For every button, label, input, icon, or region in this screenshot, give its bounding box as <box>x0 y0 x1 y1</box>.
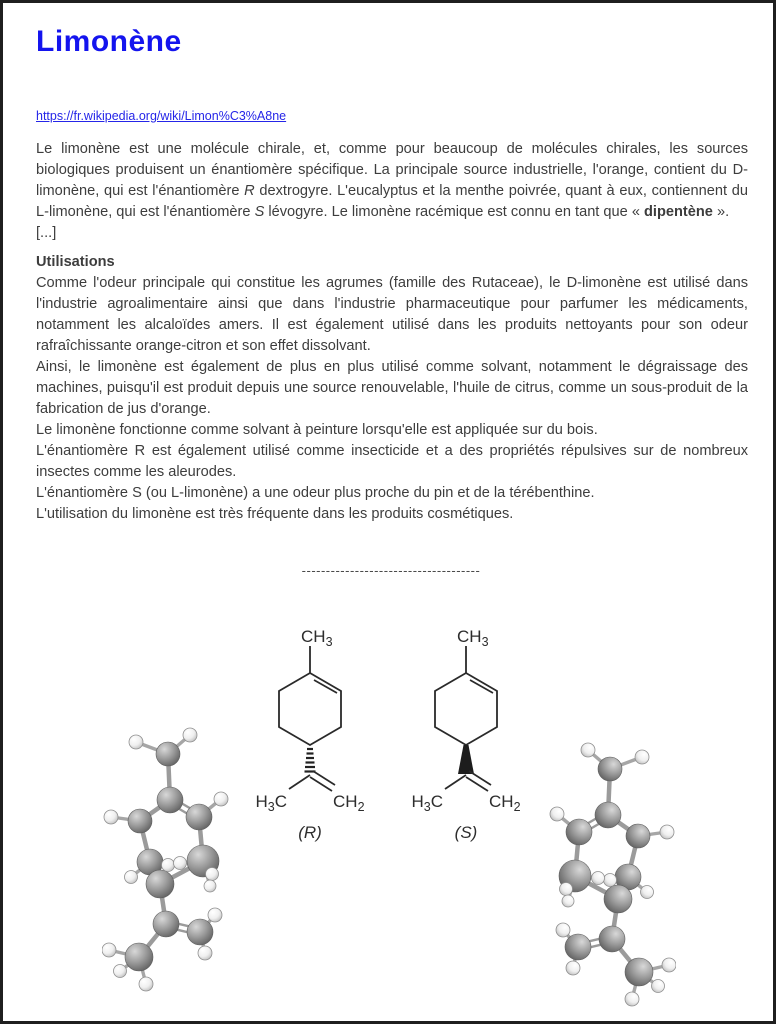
dashed-separator: ------------------------------------- <box>301 563 481 578</box>
intro-text: lévogyre. Le limonène racémique est connu en tant que « <box>264 204 644 220</box>
paragraph-uses-1: Comme l'odeur principale qui constitue les agrumes (famille des Rutaceae), le D-limonène est utilisé dans l'industrie agroalimentaire ainsi que dans l'industrie pharmaceutique pour parfumer les médicaments, notamment les alcaloïdes amers. Il est également utilisé dans les produits nettoyants pour son odeur rafraîchissante orange-citron et son effet dissolvant. <box>36 275 748 354</box>
enantiomer-s-italic: S <box>254 204 265 220</box>
wikipedia-link[interactable]: https://fr.wikipedia.org/wiki/Limon%C3%A8ne <box>36 109 287 123</box>
paragraph-uses-4: L'énantiomère R est également utilisé comme insecticide et a des propriétés répulsives sur de nombreux insectes comme les aleurodes. <box>36 443 748 480</box>
ball-stick-model-R <box>102 726 252 1011</box>
skeletal-structure-S <box>399 616 539 854</box>
ball-stick-model-S <box>526 741 676 1024</box>
paragraph-uses-6: L'utilisation du limonène est très fréquente dans les produits cosmétiques. <box>36 506 514 522</box>
page-title: Limonène <box>36 25 182 58</box>
enantiomer-r-italic: R <box>244 183 255 199</box>
wedge-bond <box>458 745 474 774</box>
atom-label-ch3: $CH_3$ <box>457 627 489 649</box>
paragraph-uses-5: L'énantiomère S (ou L-limonène) a une odeur plus proche du pin et de la térébenthine. <box>36 485 595 501</box>
intro-text: Le limonène est une molécule chirale, et, comme pour beaucoup de molécules chirales, les sources biologiques produisent un énantiomère spécifique. La principale source industrielle, l'orange, contient du D-limonène, qui est l'énantiomère <box>36 141 748 199</box>
atom-label-ch2: $CH_2$ <box>333 792 365 814</box>
paragraph-uses-3: Le limonène fonctionne comme solvant à peinture lorsqu'elle est appliquée sur du bois. <box>36 422 598 438</box>
atom-label-h3c: $H_3C$ <box>411 792 443 814</box>
paragraph-uses-2: Ainsi, le limonène est également de plus en plus utilisé comme solvant, notamment le dégraissage des machines, puisqu'il est produit depuis une source renouvelable, l'huile de citrus, comme un sous-produit de la fabrication de jus d'orange. <box>36 359 748 417</box>
atom-label-h3c: $H_3C$ <box>255 792 287 814</box>
dipentene-bold: dipentène <box>644 204 713 220</box>
atom-label-ch2: $CH_2$ <box>489 792 521 814</box>
utilisations-heading: Utilisations <box>36 254 115 270</box>
intro-paragraph <box>36 139 748 223</box>
atom-label-ch3: $CH_3$ <box>301 627 333 649</box>
body-text <box>36 139 748 525</box>
skeletal-structure-R <box>243 616 383 854</box>
stereo-label-R: (R) <box>298 823 322 842</box>
intro-text: ». <box>712 204 730 220</box>
intro-text: dextrogyre. L'eucalyptus et la menthe poivrée, quant à eux, contiennent du L-limonène, qui est l'énantiomère <box>36 183 748 220</box>
ellipsis-line: [...] <box>36 225 57 241</box>
stereo-label-S: (S) <box>454 823 478 842</box>
